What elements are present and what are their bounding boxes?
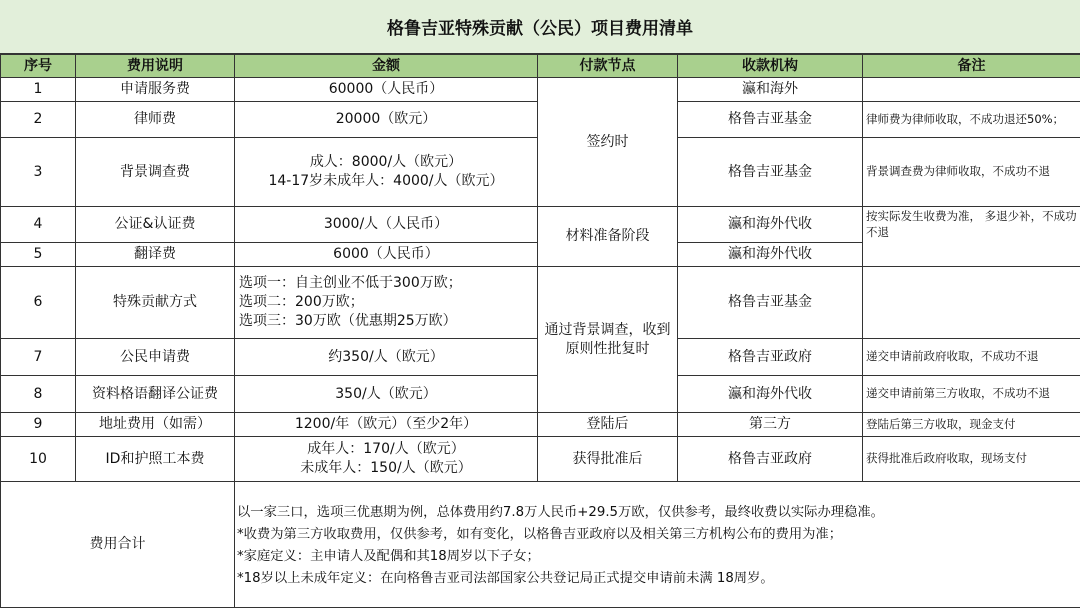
row-org: 瀛和海外代收 [678,376,863,413]
row-amount: 350/人（欧元） [235,376,538,413]
header-item: 费用说明 [76,55,235,78]
summary-row [1,482,1080,608]
row-no: 4 [1,207,76,243]
sheet-title: 格鲁吉亚特殊贡献（公民）项目费用清单 [0,0,1080,54]
table-row [1,78,1080,102]
summary-notes [235,482,1080,608]
summary-label: 费用合计 [1,482,235,608]
header-note: 备注 [863,55,1080,78]
row-note: 律师费为律师收取，不成功退还50%； [863,102,1080,138]
header-org: 收款机构 [678,55,863,78]
summary-line: 以一家三口，选项三优惠期为例，总体费用约7.8万人民币+29.5万欧，仅供参考，最终收费以实际办理稳准。 [237,505,884,520]
fee-table [0,54,1080,608]
row-amount: 约350/人（欧元） [235,339,538,376]
table-row [1,267,1080,339]
row-org: 格鲁吉亚政府 [678,339,863,376]
row-org: 格鲁吉亚基金 [678,267,863,339]
payment-node-approval: 通过背景调查，收到原则性批复时 [538,267,678,413]
row-note: 获得批准后政府收取，现场支付 [863,437,1080,482]
row-item: 资料格语翻译公证费 [76,376,235,413]
header-amount: 金额 [235,55,538,78]
row-item: ID和护照工本费 [76,437,235,482]
row-item: 特殊贡献方式 [76,267,235,339]
row-no: 7 [1,339,76,376]
row-org: 格鲁吉亚基金 [678,138,863,207]
payment-node-approved: 获得批准后 [538,437,678,482]
header-no: 序号 [1,55,76,78]
row-amount: 成人：8000/人（欧元） 14-17岁未成年人：4000/人（欧元） [235,138,538,207]
row-item: 背景调查费 [76,138,235,207]
summary-line: *家庭定义：主申请人及配偶和其18周岁以下子女； [237,549,540,564]
payment-node-landing: 登陆后 [538,413,678,437]
row-amount: 1200/年（欧元）（至少2年） [235,413,538,437]
row-no: 2 [1,102,76,138]
row-org: 瀛和海外代收 [678,243,863,267]
payment-node-materials: 材料准备阶段 [538,207,678,267]
row-no: 5 [1,243,76,267]
row-item: 公民申请费 [76,339,235,376]
row-amount: 6000（人民币） [235,243,538,267]
table-row [1,207,1080,243]
row-note [863,78,1080,102]
summary-line: *18岁以上未成年定义：在向格鲁吉亚司法部国家公共登记局正式提交申请前未满 18周岁。 [237,571,774,586]
row-amount: 成年人：170/人（欧元） 未成年人：150/人（欧元） [235,437,538,482]
row-org: 格鲁吉亚政府 [678,437,863,482]
row-item: 申请服务费 [76,78,235,102]
header-payment-node: 付款节点 [538,55,678,78]
row-no: 10 [1,437,76,482]
row-note: 登陆后第三方收取，现金支付 [863,413,1080,437]
row-org: 格鲁吉亚基金 [678,102,863,138]
row-no: 1 [1,78,76,102]
row-no: 9 [1,413,76,437]
table-row [1,413,1080,437]
row-note: 递交申请前政府收取，不成功不退 [863,339,1080,376]
summary-line: *收费为第三方收取费用，仅供参考，如有变化，以格鲁吉亚政府以及相关第三方机构公布的费用为准； [237,527,843,542]
row-item: 公证&认证费 [76,207,235,243]
row-org: 第三方 [678,413,863,437]
row-org: 瀛和海外代收 [678,207,863,243]
row-note: 按实际发生收费为准， 多退少补，不成功不退 [863,207,1080,267]
row-note: 递交申请前第三方收取，不成功不退 [863,376,1080,413]
row-amount: 选项一：自主创业不低于300万欧； 选项二：200万欧； 选项三：30万欧（优惠期25万欧） [235,267,538,339]
row-org: 瀛和海外 [678,78,863,102]
row-item: 地址费用（如需） [76,413,235,437]
row-amount: 3000/人（人民币） [235,207,538,243]
row-amount: 20000（欧元） [235,102,538,138]
row-no: 6 [1,267,76,339]
row-note: 背景调查费为律师收取，不成功不退 [863,138,1080,207]
row-note [863,267,1080,339]
row-item: 翻译费 [76,243,235,267]
header-row [1,55,1080,78]
row-no: 8 [1,376,76,413]
row-item: 律师费 [76,102,235,138]
row-amount: 60000（人民币） [235,78,538,102]
row-no: 3 [1,138,76,207]
payment-node-sign: 签约时 [538,78,678,207]
table-row [1,437,1080,482]
